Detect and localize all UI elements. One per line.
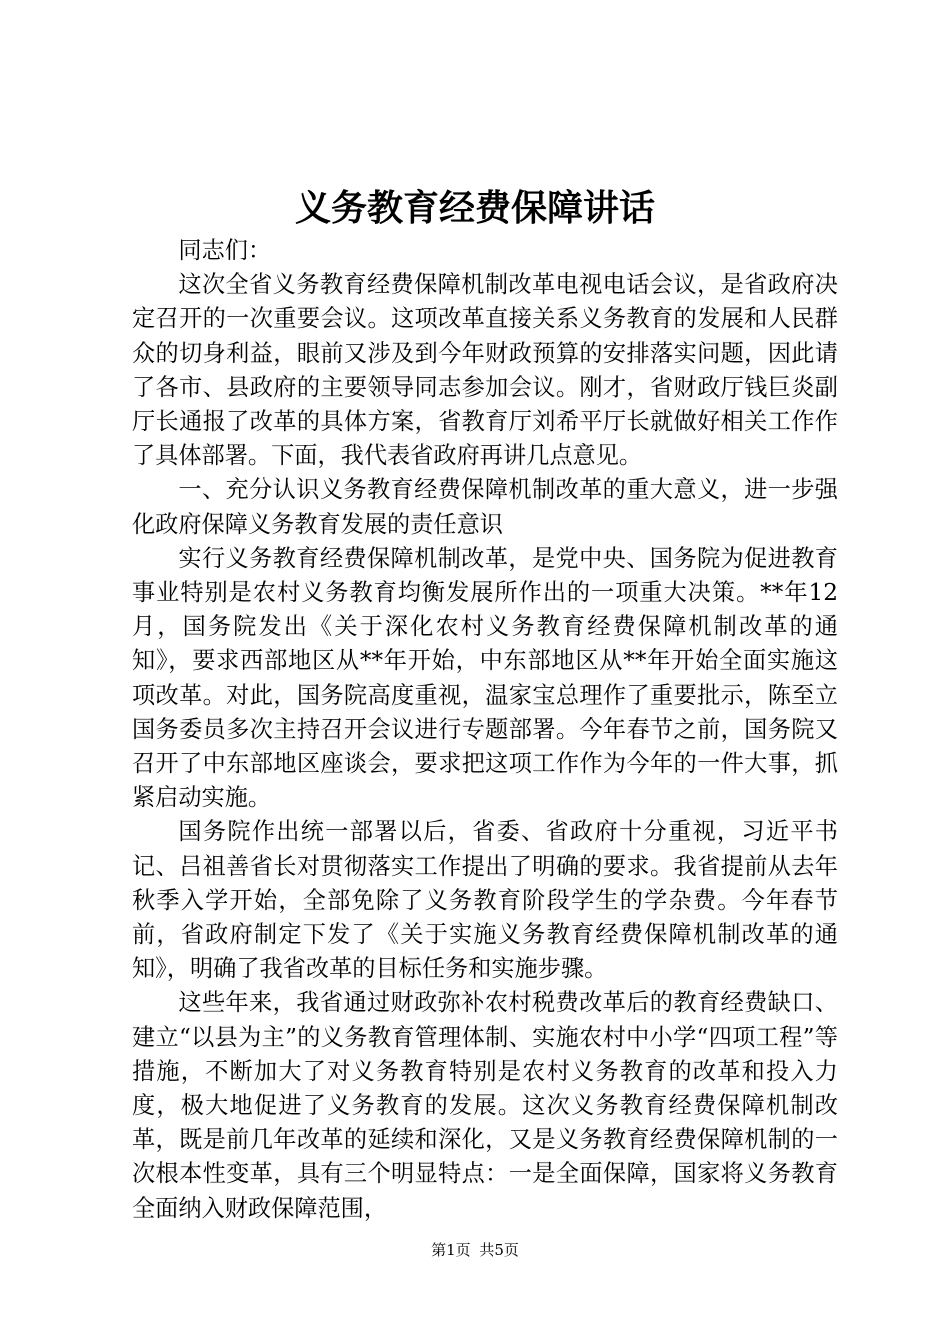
paragraph-reform-features: 这些年来，我省通过财政弥补农村税费改革后的教育经费缺口、建立“以县为主”的义务教育管理体制、实施农村中小学“四项工程”等措施，不断加大了对义务教育特别是农村义务教育的改革和投入力度，极大地促进了义务教育的发展。这次义务教育经费保障机制改革，既是前几年改革的延续和深化，又是义务教育经费保障机制的一次根本性变革，具有三个明显特点：一是全面保障，国家将义务教育全面纳入财政保障范围，: [132, 989, 838, 1222]
page-number: 第1页: [431, 1241, 471, 1259]
paragraph-intro: 这次全省义务教育经费保障机制改革电视电话会议，是省政府决定召开的一次重要会议。这项改革直接关系义务教育的发展和人民群众的切身利益，眼前又涉及到今年财政预算的安排落实问题，因此请了各市、县政府的主要领导同志参加会议。刚才，省财政厅钱巨炎副厅长通报了改革的具体方案，省教育厅刘希平厅长就做好相关工作作了具体部署。下面，我代表省政府再讲几点意见。: [132, 271, 838, 470]
page-footer: [0, 1240, 950, 1260]
salutation: 同志们：: [178, 237, 272, 264]
paragraph-reform-background: 实行义务教育经费保障机制改革，是党中央、国务院为促进教育事业特别是农村义务教育均衡发展所作出的一项重大决策。**年12月，国务院发出《关于深化农村义务教育经费保障机制改革的通知》，要求西部地区从**年开始，中东部地区从**年开始全面实施这项改革。对此，国务院高度重视，温家宝总理作了重要批示，陈至立国务委员多次主持召开会议进行专题部署。今年春节之前，国务院又召开了中东部地区座谈会，要求把这项工作作为今年的一件大事，抓紧启动实施。: [132, 544, 838, 812]
page-total: 共5页: [479, 1241, 519, 1259]
paragraph-provincial-deployment: 国务院作出统一部署以后，省委、省政府十分重视，习近平书记、吕祖善省长对贯彻落实工作提出了明确的要求。我省提前从去年秋季入学开始，全部免除了义务教育阶段学生的学杂费。今年春节前，省政府制定下发了《关于实施义务教育经费保障机制改革的通知》，明确了我省改革的目标任务和实施步骤。: [132, 818, 838, 983]
document-body: [132, 234, 838, 1226]
section-heading-1: 一、充分认识义务教育经费保障机制改革的重大意义，进一步强化政府保障义务教育发展的责任意识: [132, 476, 838, 538]
document-title: 义务教育经费保障讲话: [294, 187, 655, 229]
